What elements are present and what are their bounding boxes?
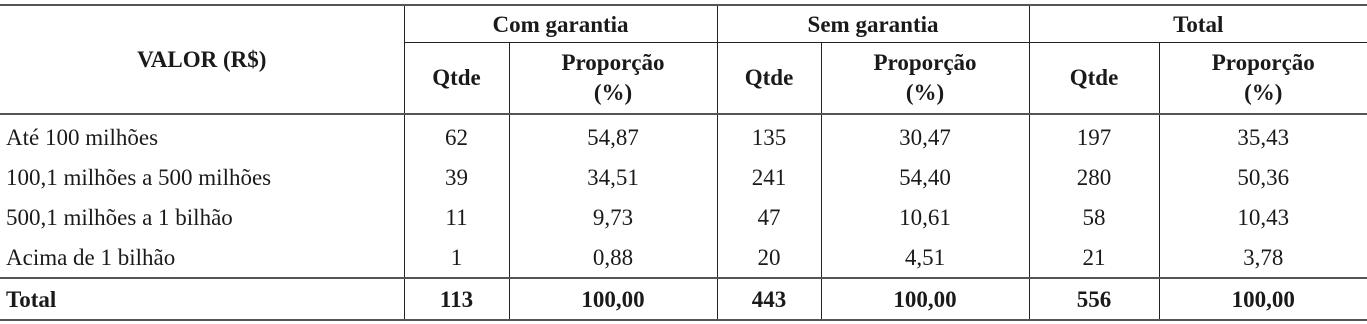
table-row	[0, 114, 1367, 157]
header-qtde: Qtde	[404, 43, 509, 115]
cell-com-prop: 9,73	[509, 197, 717, 237]
cell-tot-qtde: 197	[1029, 114, 1159, 157]
header-proporcao-line1: Proporção	[561, 50, 665, 75]
header-proporcao-line2: (%)	[1244, 80, 1283, 105]
total-sem-prop: 100,00	[821, 278, 1029, 320]
header-proporcao	[821, 43, 1029, 115]
cell-com-qtde: 1	[404, 237, 509, 278]
cell-sem-qtde: 20	[717, 237, 821, 278]
header-proporcao-line1: Proporção	[1211, 50, 1315, 75]
cell-sem-prop: 10,61	[821, 197, 1029, 237]
total-label: Total	[0, 278, 404, 320]
table-container	[0, 4, 1367, 321]
cell-sem-qtde: 47	[717, 197, 821, 237]
row-label: 100,1 milhões a 500 milhões	[0, 157, 404, 197]
cell-com-prop: 54,87	[509, 114, 717, 157]
row-label: 500,1 milhões a 1 bilhão	[0, 197, 404, 237]
cell-tot-qtde: 21	[1029, 237, 1159, 278]
table-header	[0, 5, 1367, 114]
cell-com-qtde: 39	[404, 157, 509, 197]
cell-sem-qtde: 241	[717, 157, 821, 197]
table-row	[0, 237, 1367, 278]
cell-tot-qtde: 58	[1029, 197, 1159, 237]
total-tot-prop: 100,00	[1159, 278, 1367, 320]
cell-tot-prop: 35,43	[1237, 124, 1290, 150]
cell-com-prop: 0,88	[509, 237, 717, 278]
header-qtde: Qtde	[1029, 43, 1159, 115]
total-sem-qtde: 443	[717, 278, 821, 320]
header-valor: VALOR (R$)	[0, 5, 404, 114]
row-label: Acima de 1 bilhão	[0, 237, 404, 278]
header-proporcao-line2: (%)	[593, 80, 633, 105]
cell-com-prop: 34,51	[509, 157, 717, 197]
cell-com-qtde: 62	[404, 114, 509, 157]
cell-sem-prop: 54,40	[821, 157, 1029, 197]
header-proporcao-line2: (%)	[905, 80, 945, 105]
header-group-sem-garantia: Sem garantia	[717, 5, 1029, 43]
total-tot-qtde: 556	[1029, 278, 1159, 320]
cell-sem-prop: 4,51	[821, 237, 1029, 278]
header-qtde: Qtde	[717, 43, 821, 115]
total-com-prop: 100,00	[509, 278, 717, 320]
table-row	[0, 197, 1367, 237]
cell-tot-prop: 10,43	[1237, 204, 1290, 230]
header-group-total: Total	[1029, 5, 1367, 43]
cell-tot-prop: 3,78	[1243, 244, 1284, 270]
header-proporcao	[1159, 43, 1367, 115]
cell-com-qtde: 11	[404, 197, 509, 237]
header-proporcao	[509, 43, 717, 115]
table-row	[0, 157, 1367, 197]
row-label: Até 100 milhões	[0, 114, 404, 157]
header-row-groups	[0, 5, 1367, 43]
header-group-com-garantia: Com garantia	[404, 5, 717, 43]
data-table	[0, 4, 1367, 321]
cell-sem-qtde: 135	[717, 114, 821, 157]
header-proporcao-line1: Proporção	[873, 50, 977, 75]
total-com-qtde: 113	[404, 278, 509, 320]
total-row	[0, 278, 1367, 320]
cell-sem-prop: 30,47	[821, 114, 1029, 157]
cell-tot-prop: 50,36	[1237, 164, 1290, 190]
table-body	[0, 114, 1367, 320]
cell-tot-qtde: 280	[1029, 157, 1159, 197]
